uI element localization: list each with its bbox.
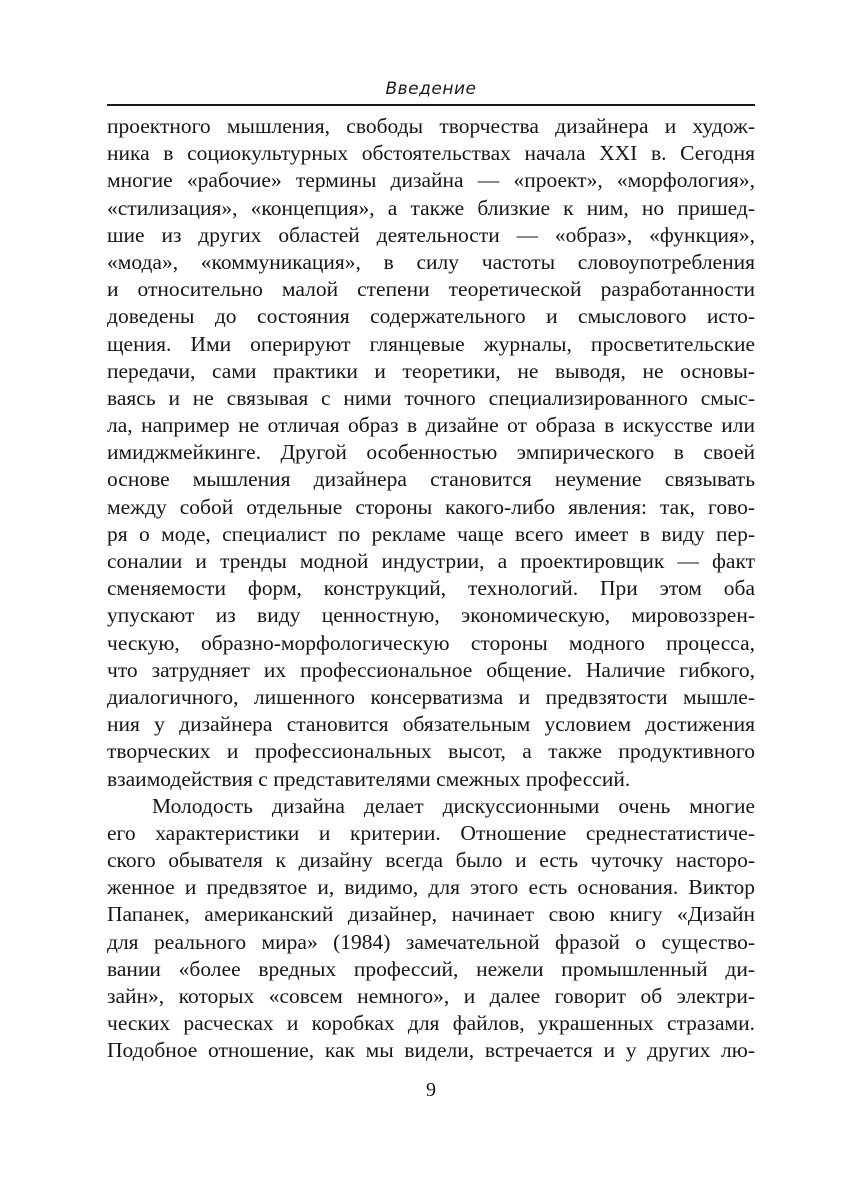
text-line: его характеристики и критерии. Отношение среднестатистиче- (107, 820, 755, 845)
text-line: упускают из виду ценностную, экономическую, мировоззрен- (107, 603, 755, 628)
text-line: диалогичного, лишенного консерватизма и предвзятости мышле- (107, 684, 755, 709)
text-line: ника в социокультурных обстоятельствах начала XXI в. Сегодня (107, 141, 755, 166)
paragraph-1 (107, 113, 755, 793)
text-line: ла, например не отличая образ в дизайне от образа в искусстве или (107, 413, 755, 438)
text-line: ваясь и не связывая с ними точного специализированного смыс- (107, 385, 755, 410)
text-line: ния у дизайнера становится обязательным условием достижения (107, 712, 755, 737)
text-line: зайн», которых «совсем немного», и далее говорит об электри- (107, 984, 755, 1008)
text-line: для реального мира» (1984) замечательной фразой о существо- (107, 929, 755, 954)
text-line: между собой отдельные стороны какого-либо явления: так, гово- (107, 494, 755, 519)
text-line: основе мышления дизайнера становится неумение связывать (107, 467, 755, 492)
text-line: шие из других областей деятельности — «образ», «функция», (107, 222, 755, 247)
text-line: щения. Ими оперируют глянцевые журналы, просветительские (107, 331, 755, 356)
text-line: «мода», «коммуникация», в силу частоты словоупотребления (107, 249, 755, 274)
text-line: ческих расческах и коробках для файлов, украшенных стразами. (107, 1011, 755, 1036)
text-line: Папанек, американский дизайнер, начинает свою книгу «Дизайн (107, 902, 755, 927)
text-line: ского обывателя к дизайну всегда было и есть чуточку насторо- (107, 848, 755, 873)
text-line: проектного мышления, свободы творчества дизайнера и худож- (107, 114, 755, 138)
text-line: и относительно малой степени теоретической разработанности (107, 277, 755, 302)
text-line: Молодость дизайна делает дискуссионными очень многие (152, 793, 755, 818)
text-line: что затрудняет их профессиональное общение. Наличие гибкого, (107, 657, 755, 682)
text-line: ческую, образно-морфологическую стороны модного процесса, (107, 630, 755, 655)
text-line: вании «более вредных профессий, нежели промышленный ди- (107, 956, 755, 981)
text-line: «стилизация», «концепция», а также близкие к ним, но пришед- (107, 195, 755, 220)
body-text (107, 113, 755, 1065)
text-line: взаимодействия с представителями смежных профессий. (107, 766, 631, 791)
text-line: соналии и тренды модной индустрии, а проектировщик — факт (107, 549, 755, 573)
text-line: имиджмейкинге. Другой особенностью эмпирического в своей (107, 440, 755, 465)
page-number: 9 (426, 1079, 436, 1101)
text-line: женное и предвзятое и, видимо, для этого есть основания. Виктор (107, 875, 755, 900)
running-head-title: Введение (385, 79, 477, 99)
text-line: сменяемости форм, конструкций, технологий. При этом оба (107, 576, 755, 601)
paragraph-2 (107, 793, 755, 1065)
text-line: ря о моде, специалист по рекламе чаще всего имеет в виду пер- (107, 521, 755, 546)
text-line: передачи, сами практики и теоретики, не выводя, не основы- (107, 358, 755, 383)
text-line: Подобное отношение, как мы видели, встречается и у других лю- (107, 1038, 755, 1063)
text-line: многие «рабочие» термины дизайна — «проект», «морфология», (107, 168, 755, 193)
header-rule (107, 104, 755, 106)
text-line: доведены до состояния содержательного и смыслового исто- (107, 304, 755, 329)
text-line: творческих и профессиональных высот, а также продуктивного (107, 739, 755, 764)
